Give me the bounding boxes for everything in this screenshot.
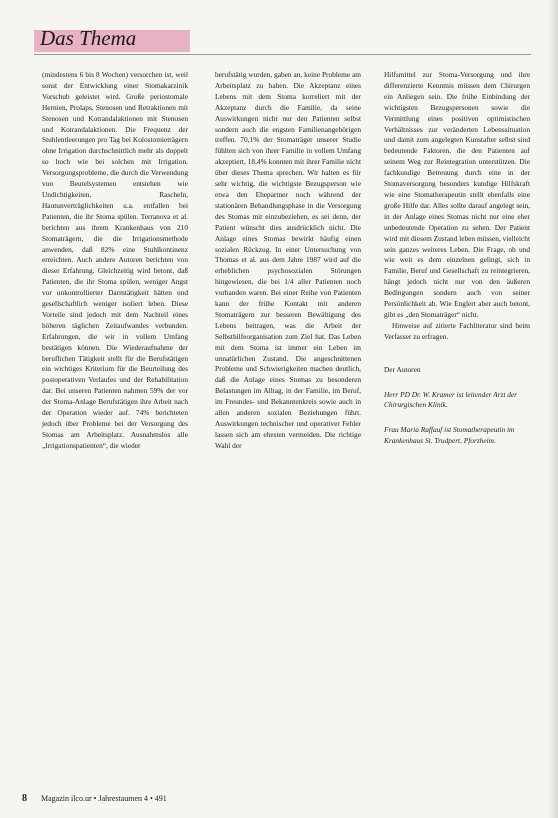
page-number: 8 (22, 793, 27, 804)
column-paragraph: Hilfsmittel zur Stoma-Versorgung und ihre differenzierte Kenntnis müssen dem Chirurgen ein Anliegen sein. Die frühe Einbindung der wichtigsten Bezugspersonen sowie die Vermittlung eines positiven optimistischen Verhältnisses zur veränderten Lebenssituation und damit zum angelegten Kunstafter selbst sind bedeutende Faktoren, die den Patienten auf seinem Weg zur Reintegration unterstützen. Die fachkundige Betreuung durch eine in der Stomaversorgung besonders kundige Hilfskraft wie eine Stomatherapeutin stellt ebenfalls eine große Hilfe dar. Alles sollte darauf angelegt sein, in der Anlage eines Stomas nicht nur eine eher unbedeutende Operation zu sehen. Der Patient wird mit diesem Zustand leben müssen, vielleicht sein ganzes weiteres Leben. Die Frage, ob und wie weit es dem einzelnen gelingt, sich in Familie, Beruf und Gesellschaft zu reintegrieren, hängt jedoch nicht nur von den äußeren Bedingungen sondern auch von seiner Persönlichkeit ab. Wie Englert aber auch betont, gibt es „den Stomaträger“ nicht. (384, 70, 530, 319)
column-paragraph: (mindestens 6 bis 8 Wochen) versorchen ist, weil sonst der Entwicklung einer Stomakarzinik Vorschub geleistet wird. Große periostomale Hernien, Prolaps, Stenosen und Retraktionen mit Stenosen und Kotrandalaktionen mit Stenosen und Kotrandalaktionen. Die Frequenz der Stuhlentleerungen pro Tag bei Kolostomieträgern ohne Irrigation durchschnittlich mehr als doppelt so hoch wie bei solchen mit Irrigation. Versorgungsprobleme, die durch die Verwendung von Beutelsystemen entstehen wie Undichtigkeiten, Rascheln, Hautunverträglichkeiten u.a. entfallen bei Patienten, die ihr Stoma spülen. Terranova et al. berichten aus ihrem Krankenhaus von 210 Stomaträgern, die die Irrigationsmethode anwenden, daß 82% eine Stuhlkontinenz erreichten. Auch andere Autoren berichten von dieser Erfahrung. Gleichzeitig wird betont, daß Patienten, die ihr Stoma spülen, weniger Angst vor unkontrollierter Darmtätigkeit hätten und gesellschaftlich weniger isoliert leben. Diese Vorteile sind jedoch mit dem Nachteil eines höheren täglichen Zeitaufwandes verbunden. Erfahrungen, die wir in vollem Umfang bestätigen können. Die Wiederaufnahme der beruflichen Tätigkeit stellt für die Berufstätigen ein wichtiges Kriterium für die Beurteilung des postoperativen Verlaufes und der Rehabilitation dar. Bei unseren Patienten nahmen 59% der vor der Stoma-Anlage Berufstätigen ihre Arbeit nach der Operation wieder auf. 74% berichteten jedoch über Probleme bei der Versorgung des Stomas am Arbeitsplatz. Ausnahmslos alle „Irrigationspatienten“, die wieder (42, 70, 188, 450)
header-divider (34, 54, 531, 55)
column-paragraph: berufstätig wurden, gaben an, keine Probleme am Arbeitsplatz zu haben. Die Akzeptanz eines Lebens mit dem Stoma korreliert mit der Akzeptanz durch die Familie, da seine Auswirkungen nicht nur den Patienten selbst sondern auch die engsten Familienangehörigen treffen. 70,1% der Stomaträger unserer Studie fühlten sich von ihrer Familie in vollem Umfang akzeptiert, 18,4% konnten mit ihrer Familie nicht über dieses Thema sprechen. Wir halten es für sehr wichtig, die wichtigste Bezugsperson wie etwa den Ehepartner noch während der stationären Behandlungsphase in die Versorgung des Stomas mit einzubeziehen, es sei denn, der Patient wünscht dies ausdrücklich nicht. Die Anlage eines Stomas bewirkt häufig einen sozialen Rückzug. In einer Untersuchung von Thomas et al. aus dem Jahre 1987 wird auf die erheblichen psychosozialen Störungen hingewiesen, die bei 1/4 aller Patienten noch vorhanden waren. Bei einer Reihe von Patienten kann der frühe Kontakt mit anderen Stomaträgern zur besseren Bewältigung des Lebens beitragen, was die Arbeit der Selbsthilfeorganisation zum Ziel hat. Das Leben mit dem Stoma ist immer ein Leben im unnatürlichen Zustand. Die angeschnittenen Probleme und Schwierigkeiten machen deutlich, daß die Anlage eines Stomas zu besonderen Belastungen im Alltag, in der Familie, im Beruf, im Freundes- und Bekanntenkreis sowie auch in allen anderen sozialen Beziehungen führt. Auswirkungen technischer und operativer Fehler lassen sich am ehesten vermeiden. Die richtige Wahl der (215, 70, 361, 450)
text-column-2 (215, 70, 361, 452)
page-footer (22, 793, 167, 804)
authors-heading: Der Autoren (384, 364, 421, 374)
section-title: Das Thema (40, 26, 137, 50)
literature-note: Hinweise auf zitierte Fachliteratur sind beim Verfasser zu erfragen. (384, 320, 530, 341)
page-edge-shadow (548, 0, 558, 818)
footer-text: Magazin ilco.ur • Jahrestaumen 4 • 491 (41, 794, 167, 803)
author-entry: Herr PD Dr. W. Kramer ist leitender Arzt der Chirurgischen Klinik. (384, 389, 518, 410)
text-column-1 (42, 70, 188, 452)
author-entry: Frau Maria Raffauf ist Stomatherapeutin im Krankenhaus St. Trudpert, Pforzheim. (384, 425, 515, 446)
text-column-3 (384, 70, 530, 447)
